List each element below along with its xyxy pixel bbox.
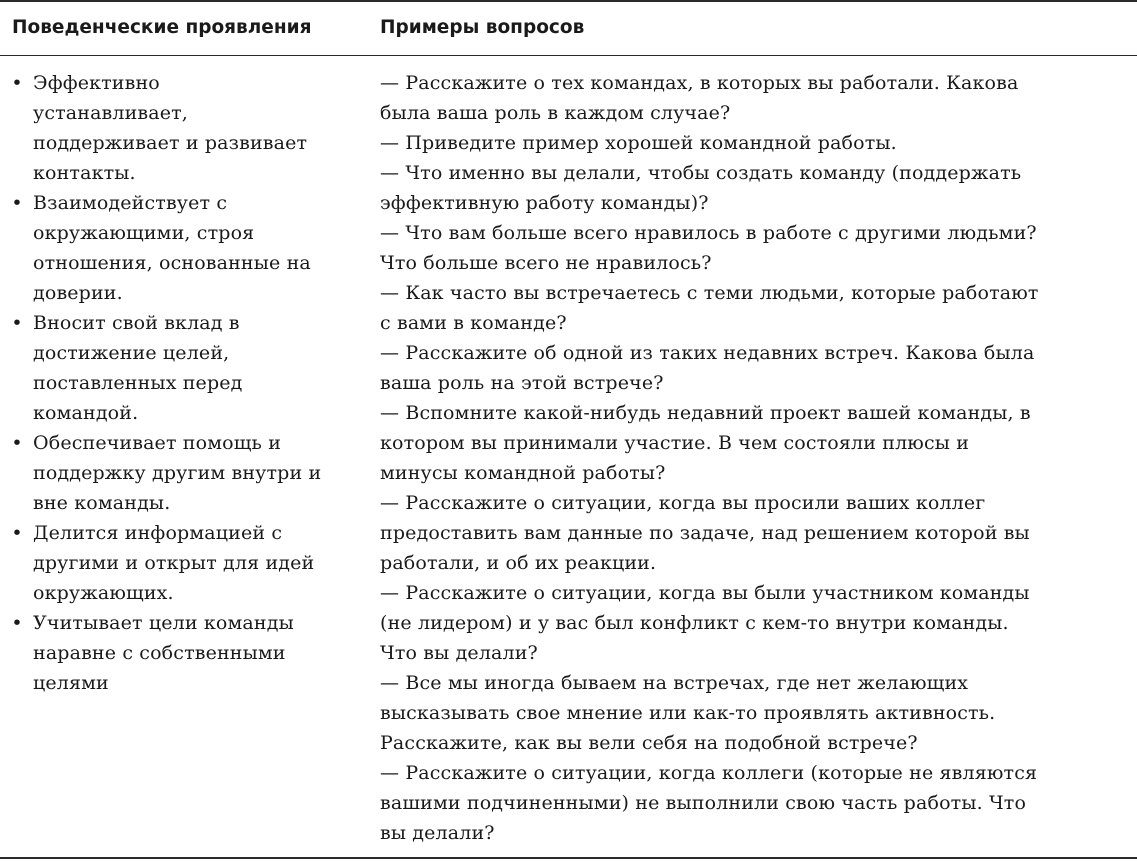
behavior-list-item [10, 68, 365, 188]
question-text-line: с вами в команде? [380, 312, 567, 334]
behavior-text-line: Взаимодействует с [33, 192, 228, 214]
bullet-icon: • [11, 612, 23, 634]
behavior-text-line: контакты. [33, 162, 136, 184]
behavior-text-line: поддержку другим внутри и [33, 462, 322, 484]
question-text-line: — Что вам больше всего нравилось в работе с другими людьми? [380, 222, 1037, 244]
behavior-text-line: поддерживает и развивает [33, 132, 308, 154]
question-text-line: — Все мы иногда бываем на встречах, где нет желающих [380, 672, 969, 694]
behavior-text-line: окружающих. [33, 582, 174, 604]
question-text-line: — Расскажите о ситуации, когда коллеги (которые не являются [380, 762, 1038, 784]
question-text-line: ваша роль на этой встрече? [380, 372, 664, 394]
question-item [380, 68, 1130, 128]
behavior-list-item [10, 308, 365, 428]
table-top-rule [0, 0, 1137, 2]
question-text-line: эффективную работу команды)? [380, 192, 709, 214]
column-header-behaviors: Поведенческие проявления [12, 17, 312, 38]
header-divider-rule [0, 55, 1137, 56]
question-text-line: — Приведите пример хорошей командной работы. [380, 132, 897, 154]
question-item [380, 338, 1130, 398]
question-text-line: высказывать свое мнение или как-то проявлять активность. [380, 702, 996, 724]
question-text-line: минусы командной работы? [380, 462, 666, 484]
behavior-text-line: устанавливает, [33, 102, 188, 124]
behavior-list-item [10, 518, 365, 608]
question-text-line: — Расскажите о тех командах, в которых вы работали. Какова [380, 72, 1019, 94]
behavior-text-line: достижение целей, [33, 342, 230, 364]
question-text-line: Что больше всего не нравилось? [380, 252, 712, 274]
question-text-line: — Что именно вы делали, чтобы создать команду (поддержать [380, 162, 1022, 184]
behavior-text-line: Учитывает цели команды [33, 612, 294, 634]
behavior-list-item [10, 188, 365, 308]
question-text-line: предоставить вам данные по задаче, над решением которой вы [380, 522, 1030, 544]
question-text-line: вы делали? [380, 822, 495, 844]
question-text-line: Расскажите, как вы вели себя на подобной встрече? [380, 732, 918, 754]
table-bottom-rule [0, 857, 1137, 859]
bullet-icon: • [11, 522, 23, 544]
question-text-line: вашими подчиненными) не выполнили свою часть работы. Что [380, 792, 1027, 814]
behavior-text-line: целями [33, 672, 109, 694]
question-text-line: Что вы делали? [380, 642, 538, 664]
question-text-line: — Как часто вы встречаетесь с теми людьми, которые работают [380, 282, 1039, 304]
question-item [380, 488, 1130, 578]
behavior-list-item [10, 608, 365, 698]
question-item [380, 668, 1130, 758]
question-item [380, 218, 1130, 278]
question-text-line: — Расскажите о ситуации, когда вы были участником команды [380, 582, 1030, 604]
question-text-line: — Расскажите о ситуации, когда вы просили ваших коллег [380, 492, 986, 514]
question-item [380, 758, 1130, 848]
bullet-icon: • [11, 72, 23, 94]
behavior-text-line: отношения, основанные на [33, 252, 311, 274]
behavior-text-line: другими и открыт для идей [33, 552, 315, 574]
column-header-questions: Примеры вопросов [380, 17, 585, 38]
question-item [380, 128, 1130, 158]
questions-list [380, 68, 1130, 848]
bullet-icon: • [11, 432, 23, 454]
bullet-icon: • [11, 192, 23, 214]
behavior-text-line: доверии. [33, 282, 123, 304]
question-item [380, 278, 1130, 338]
behavior-text-line: окружающими, строя [33, 222, 255, 244]
behavior-text-line: Эффективно [33, 72, 160, 94]
question-item [380, 398, 1130, 488]
question-text-line: котором вы принимали участие. В чем состояли плюсы и [380, 432, 970, 454]
question-text-line: работали, и об их реакции. [380, 552, 657, 574]
behavior-text-line: Обеспечивает помощь и [33, 432, 282, 454]
behavior-list-item [10, 428, 365, 518]
behaviors-list [10, 68, 365, 698]
behavior-text-line: наравне с собственными [33, 642, 286, 664]
question-text-line: (не лидером) и у вас был конфликт с кем-то внутри команды. [380, 612, 1009, 634]
question-text-line: — Расскажите об одной из таких недавних встреч. Какова была [380, 342, 1035, 364]
question-text-line: была ваша роль в каждом случае? [380, 102, 731, 124]
question-item [380, 578, 1130, 668]
behavior-text-line: командой. [33, 402, 139, 424]
behavior-text-line: Делится информацией с [33, 522, 283, 544]
behavior-text-line: Вносит свой вклад в [33, 312, 240, 334]
behavior-text-line: поставленных перед [33, 372, 243, 394]
question-text-line: — Вспомните какой-нибудь недавний проект вашей команды, в [380, 402, 1031, 424]
behavior-text-line: вне команды. [33, 492, 171, 514]
bullet-icon: • [11, 312, 23, 334]
question-item [380, 158, 1130, 218]
